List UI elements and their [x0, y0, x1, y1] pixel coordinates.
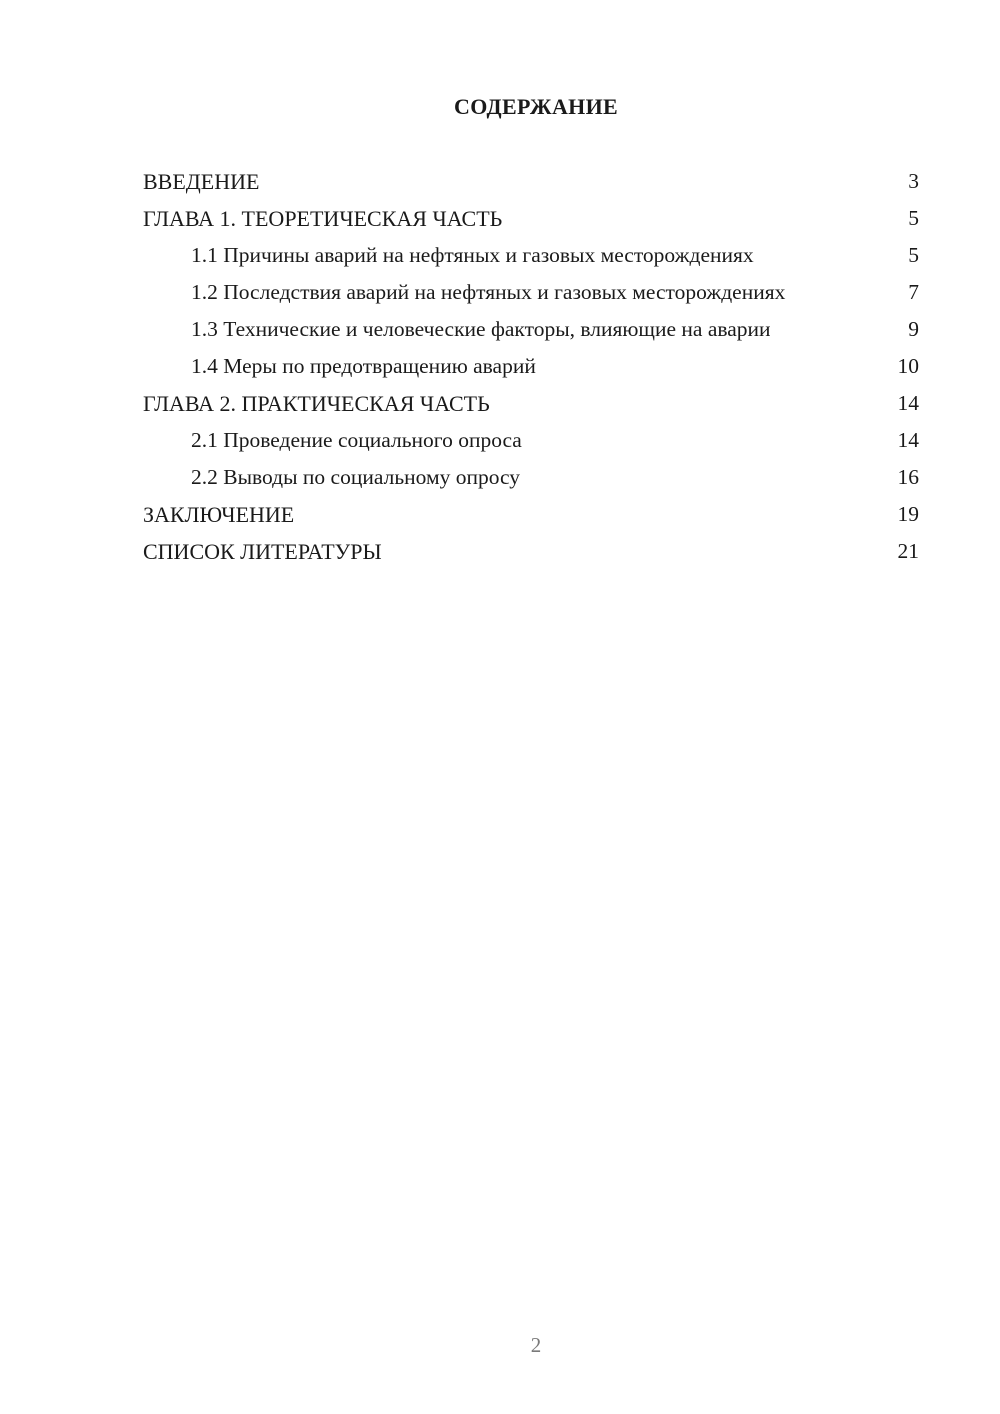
toc-entry-title: 1.3 Технические и человеческие факторы, влияющие на аварии — [191, 317, 771, 341]
toc-entry-page: 14 — [897, 391, 919, 415]
toc-subentry — [143, 427, 919, 454]
table-of-contents — [143, 168, 919, 575]
toc-entry — [143, 390, 919, 417]
toc-entry-page: 7 — [908, 280, 919, 304]
toc-entry-title: ВВЕДЕНИЕ — [143, 169, 260, 194]
toc-entry-page: 5 — [908, 206, 919, 230]
toc-entry-title: 1.2 Последствия аварий на нефтяных и газовых месторождениях — [191, 280, 786, 304]
toc-subentry — [143, 242, 919, 269]
page-title: СОДЕРЖАНИЕ — [454, 94, 618, 119]
toc-entry-page: 10 — [897, 354, 919, 378]
toc-entry-title: 1.4 Меры по предотвращению аварий — [191, 354, 536, 378]
toc-entry — [143, 205, 919, 232]
toc-subentry — [143, 464, 919, 491]
toc-entry-title: 2.2 Выводы по социальному опросу — [191, 465, 521, 489]
toc-entry — [143, 538, 919, 565]
toc-entry-title: ГЛАВА 2. ПРАКТИЧЕСКАЯ ЧАСТЬ — [143, 391, 490, 416]
toc-subentry — [143, 353, 919, 380]
toc-entry — [143, 168, 919, 195]
toc-subentry — [143, 279, 919, 306]
toc-entry-page: 3 — [908, 169, 919, 193]
toc-entry-title: 1.1 Причины аварий на нефтяных и газовых месторождениях — [191, 243, 754, 267]
page-number: 2 — [530, 1333, 542, 1357]
toc-entry-page: 5 — [908, 243, 919, 267]
toc-entry-title: 2.1 Проведение социального опроса — [191, 428, 522, 452]
toc-entry-page: 21 — [897, 539, 919, 563]
toc-entry-title: СПИСОК ЛИТЕРАТУРЫ — [143, 539, 382, 564]
toc-entry-page: 14 — [897, 428, 919, 452]
toc-entry-page: 16 — [897, 465, 919, 489]
toc-entry-page: 19 — [897, 502, 919, 526]
toc-entry-title: ЗАКЛЮЧЕНИЕ — [143, 502, 295, 527]
toc-subentry — [143, 316, 919, 343]
toc-entry-page: 9 — [908, 317, 919, 341]
toc-entry-title: ГЛАВА 1. ТЕОРЕТИЧЕСКАЯ ЧАСТЬ — [143, 206, 503, 231]
toc-entry — [143, 501, 919, 528]
